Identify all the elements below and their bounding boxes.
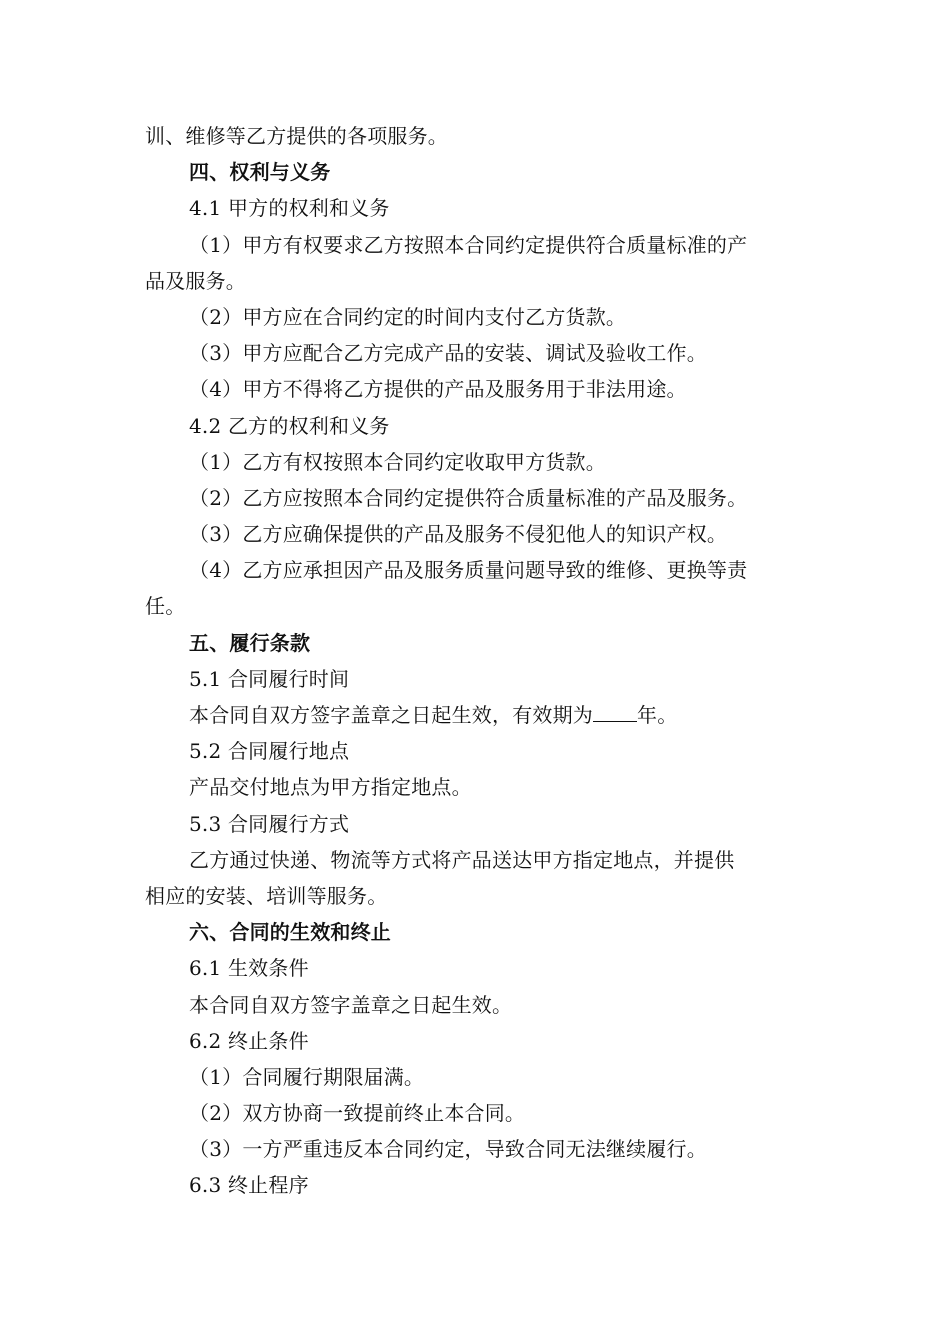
- subsection-heading: 5.2 合同履行地点: [189, 739, 350, 764]
- subsection-heading: 4.2 乙方的权利和义务: [189, 413, 390, 438]
- clause-text: 乙方通过快递、物流等方式将产品送达甲方指定地点，并提供: [189, 847, 735, 872]
- clause-text-continued: 任。: [145, 594, 186, 619]
- subsection-heading: 6.3 终止程序: [189, 1173, 309, 1198]
- clause-text: （4）乙方应承担因产品及服务质量问题导致的维修、更换等责: [189, 558, 748, 583]
- clause-text: 产品交付地点为甲方指定地点。: [189, 775, 472, 800]
- section-heading: 五、履行条款: [189, 630, 311, 655]
- document-body: [145, 118, 810, 1204]
- text-line: 训、维修等乙方提供的各项服务。: [145, 124, 448, 148]
- clause-text-continued: 品及服务。: [145, 268, 246, 293]
- section-heading: 六、合同的生效和终止: [189, 920, 391, 945]
- subsection-heading: 4.1 甲方的权利和义务: [189, 196, 390, 221]
- subsection-heading: 5.3 合同履行方式: [189, 811, 350, 836]
- clause-text: （3）乙方应确保提供的产品及服务不侵犯他人的知识产权。: [189, 522, 728, 547]
- validity-line: [145, 697, 810, 733]
- clause-text: （2）双方协商一致提前终止本合同。: [189, 1101, 526, 1126]
- fill-in-blank: [593, 699, 637, 722]
- clause-text: （3）甲方应配合乙方完成产品的安装、调试及验收工作。: [189, 341, 707, 366]
- clause-text: 本合同自双方签字盖章之日起生效。: [189, 992, 513, 1017]
- clause-text: （2）乙方应按照本合同约定提供符合质量标准的产品及服务。: [189, 485, 748, 510]
- section-heading: 四、权利与义务: [189, 160, 331, 185]
- clause-text: （1）乙方有权按照本合同约定收取甲方货款。: [189, 449, 606, 474]
- subsection-heading: 6.2 终止条件: [189, 1028, 309, 1053]
- validity-suffix: 年。: [637, 703, 678, 727]
- clause-text-continued: 相应的安装、培训等服务。: [145, 883, 388, 908]
- clause-text: （3）一方严重违反本合同约定，导致合同无法继续履行。: [189, 1137, 707, 1162]
- subsection-heading: 6.1 生效条件: [189, 956, 309, 981]
- clause-text: （1）合同履行期限届满。: [189, 1064, 425, 1089]
- validity-text: 本合同自双方签字盖章之日起生效，有效期为: [189, 703, 593, 727]
- clause-text: （1）甲方有权要求乙方按照本合同约定提供符合质量标准的产: [189, 232, 748, 257]
- subsection-heading: 5.1 合同履行时间: [189, 666, 350, 691]
- clause-text: （4）甲方不得将乙方提供的产品及服务用于非法用途。: [189, 377, 687, 402]
- clause-text: （2）甲方应在合同约定的时间内支付乙方货款。: [189, 304, 627, 329]
